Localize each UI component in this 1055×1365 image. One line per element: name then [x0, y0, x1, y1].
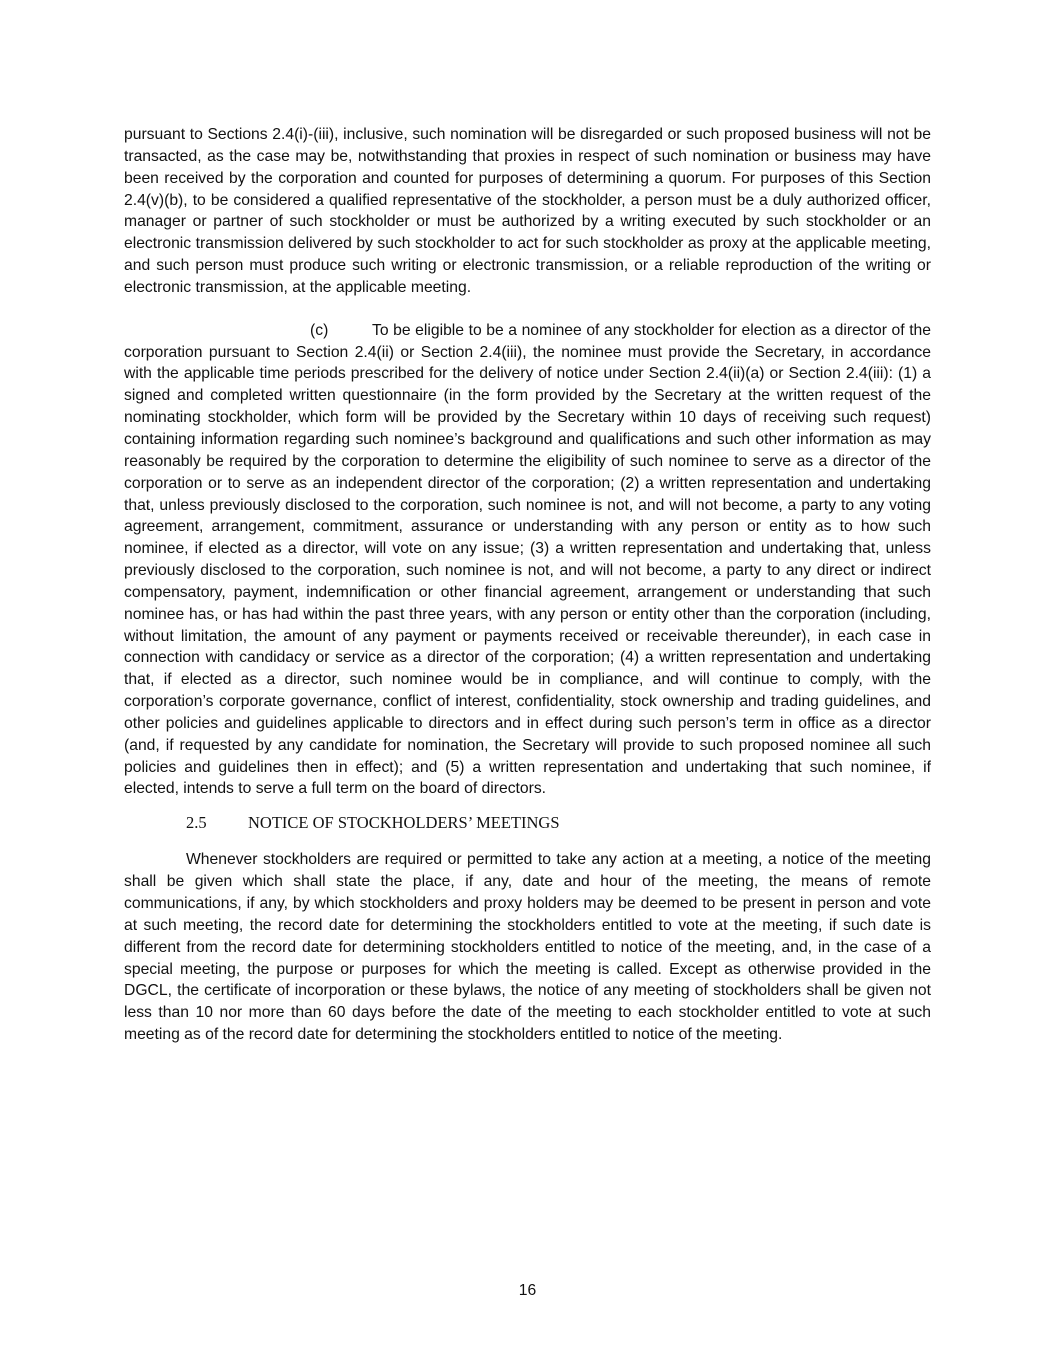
- notice-paragraph: Whenever stockholders are required or permitted to take any action at a meeting, a notice of the meeting shall be given which shall state the place, if any, date and hour of the meeting, the means of remote communications, if any, by which stockholders and proxy holders may be deemed to be present in person and vote at such meeting, the record date for determining the stockholders entitled to vote at the meeting, if such date is different from the record date for determining stockholders entitled to notice of the meeting, and, in the case of a special meeting, the purpose or purposes for which the meeting is called. Except as otherwise provided in the DGCL, the certificate of incorporation or these bylaws, the notice of any meeting of stockholders shall be given not less than 10 nor more than 60 days before the date of the meeting to each stockholder entitled to vote at such meeting as of the record date for determining the stockholders entitled to notice of the meeting.: [124, 851, 931, 1044]
- page-number: 16: [518, 1282, 537, 1299]
- paragraph-c-label: (c): [310, 321, 329, 339]
- paragraph-c-text: To be eligible to be a nominee of any stockholder for election as a director of the corporation pursuant to Section 2.4(ii) or Section 2.4(iii), the nominee must provide the Secretary, in accordance with the applicable time periods prescribed for the delivery of notice under Section 2.4(ii)(a) or Section 2.4(iii): (1) a signed and completed written questionnaire (in the form provided by the Secretary at the written request of the nominating stockholder, which form will be provided by the Secretary within 10 days of receiving such request) containing information regarding such nominee’s background and qualifications and such other information as may reasonably be required by the corporation to determine the eligibility of such nominee to serve as a director of the corporation or to serve as an independent director of the corporation; (2) a written representation and undertaking that, unless previously disclosed to the corporation, such nominee is not, and will not become, a party to any voting agreement, arrangement, commitment, assurance or understanding with any person or entity as to how such nominee, if elected as a director, will vote on any issue; (3) a written representation and undertaking that, unless previously disclosed to the corporation, such nominee is not, and will not become, a party to any direct or indirect compensatory, payment, indemnification or other financial agreement, arrangement or understanding that such nominee has, or has had within the past three years, with any person or entity other than the corporation (including, without limitation, the amount of any payment or payments received or receivable thereunder), in each case in connection with candidacy or service as a director of the corporation; (4) a written representation and undertaking that, if elected as a director, such nominee would be in compliance, and will continue to comply, with the corporation’s corporate governance, conflict of interest, confidentiality, stock ownership and trading guidelines, and other policies and guidelines applicable to directors and in effect during such person’s term in office as a director (and, if requested by any candidate for nomination, the Secretary will provide to such proposed nominee all such policies and guidelines then in effect); and (5) a written representation and undertaking that such nominee, if elected, intends to serve a full term on the board of directors.: [124, 321, 931, 798]
- paragraph-c: [124, 320, 931, 801]
- page-body: [124, 124, 931, 1046]
- section-heading: [186, 812, 931, 834]
- section-title: NOTICE OF STOCKHOLDERS’ MEETINGS: [248, 813, 560, 833]
- continuation-paragraph: pursuant to Sections 2.4(i)-(iii), inclusive, such nomination will be disregarded or such proposed business will not be transacted, as the case may be, notwithstanding that proxies in respect of such nomination or business may have been received by the corporation and counted for purposes of determining a quorum. For purposes of this Section 2.4(v)(b), to be considered a qualified representative of the stockholder, a person must be a duly authorized officer, manager or partner of such stockholder or must be authorized by a writing executed by such stockholder or an electronic transmission delivered by such stockholder to act for such stockholder as proxy at the applicable meeting, and such person must produce such writing or electronic transmission, or a reliable reproduction of the writing or electronic transmission, at the applicable meeting.: [124, 126, 931, 296]
- section-number: 2.5: [186, 813, 207, 833]
